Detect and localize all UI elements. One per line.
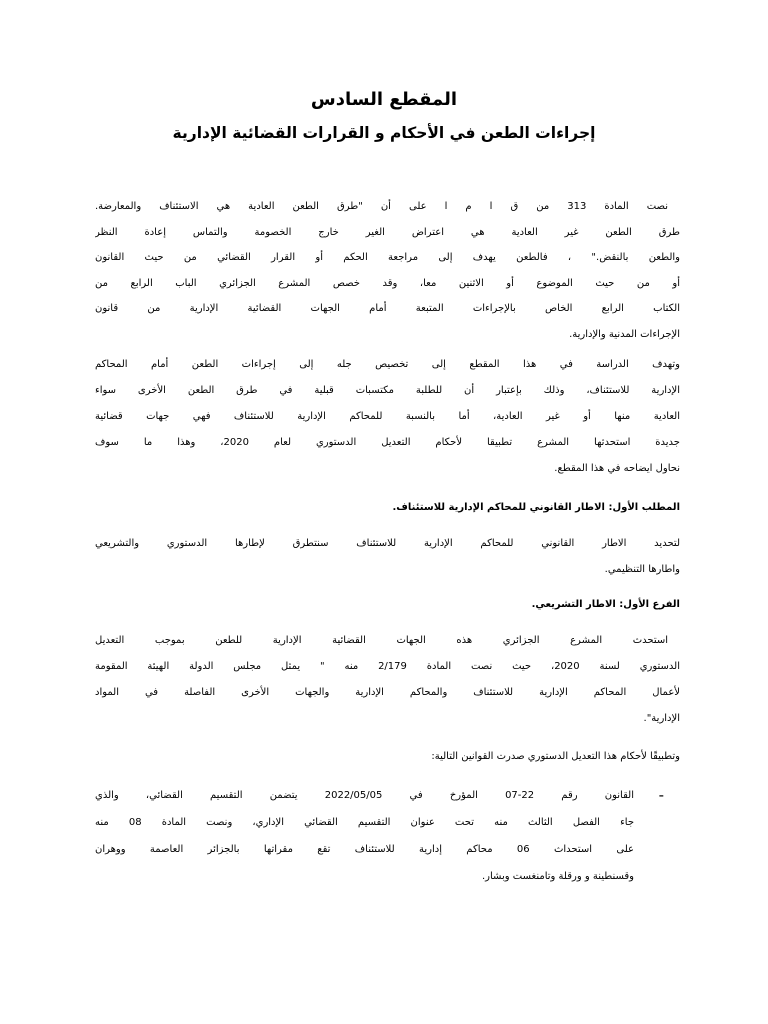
paragraph-line: وتهدف الدراسة في هذا المقطع إلى تخصيص جله إلى إجراءات الطعن أمام المحاكم — [95, 359, 680, 370]
list-item-line: وقسنطينة و ورقلة وتامنغست وبشار. — [482, 871, 634, 882]
paragraph-line: الإدارية للاستئناف، وذلك بإعتبار أن للطلبة مكتسبات قبلية في طرق الطعن الأخرى سواء — [95, 385, 680, 396]
subsection-heading-block — [95, 592, 680, 618]
page-title: المقطع السادس — [310, 89, 458, 110]
paragraph-laws-intro — [95, 744, 680, 770]
list-item-line: جاء الفصل الثالث منه تحت عنوان التقسيم القضائي الإداري، ونصت المادة 08 منه — [95, 817, 634, 828]
paragraph-line: الإجراءات المدنية والإدارية. — [569, 328, 680, 340]
paragraph-intro — [95, 194, 680, 348]
list-item-line: القانون رقم 22-07 المؤرخ في 2022/05/05 يتضمن التقسيم القضائي، والذي — [95, 790, 634, 801]
section-heading: المطلب الأول: الاطار القانوني للمحاكم الإدارية للاستئناف. — [392, 502, 680, 513]
paragraph-line: الدستوري لسنة 2020، حيث نصت المادة 2/179 منه " يمثل مجلس الدولة الهيئة المقومة — [95, 661, 680, 672]
paragraph-line: طرق الطعن غير العادية هي اعتراض الغير خارج الخصومة والتماس إعادة النظر — [95, 226, 680, 238]
list-item — [95, 782, 634, 890]
paragraph-line: العادية منها أو غير العادية، أما بالنسبة للمحاكم الإدارية للاستئناف فهي جهات قضائية — [95, 411, 680, 422]
paragraph-line: لتحديد الاطار القانوني للمحاكم الإدارية للاستئناف سنتطرق لإطارها الدستوري والتشريعي — [95, 538, 680, 549]
subsection-heading: الفرع الأول: الاطار التشريعي. — [531, 599, 680, 610]
paragraph-line: أو من حيث الموضوع أو الاثنين معا، وقد خصص المشرع الجزائري الباب الرابع من — [95, 277, 680, 289]
paragraph-objective — [95, 352, 680, 482]
paragraph-line: الكتاب الرابع الخاص بالإجراءات المتبعة أمام الجهات القضائية الإدارية من قانون — [95, 303, 680, 315]
page-subtitle: إجراءات الطعن في الأحكام و القرارات القضائية الإدارية — [172, 124, 596, 142]
paragraph-line: والطعن بالنقض." ، فالطعن يهدف إلى مراجعة الحكم أو القرار القضائي من حيث القانون — [95, 252, 680, 264]
paragraph-framework — [95, 531, 680, 583]
paragraph-line: لأعمال المحاكم الإدارية للاستئناف والمحاكم الإدارية والجهات الأخرى الفاصلة في المواد — [95, 687, 680, 698]
list-item-line: على استحداث 06 محاكم إدارية للاستئناف تقع مقراتها بالجزائر العاصمة ووهران — [95, 844, 634, 855]
paragraph-line: نحاول ايضاحه في هذا المقطع. — [554, 463, 680, 474]
list-bullet-dash: - — [658, 786, 664, 804]
paragraph-line: واطارها التنظيمي. — [604, 564, 680, 575]
paragraph-line: نصت المادة 313 من ق ا م ا على أن "طرق الطعن العادية هي الاستئناف والمعارضة. — [95, 201, 668, 212]
paragraph-line: استحدث المشرع الجزائري هذه الجهات القضائية الإدارية للطعن بموجب التعديل — [95, 635, 668, 646]
paragraph-line: جديدة استحدثها المشرع تطبيقا لأحكام التعديل الدستوري لعام 2020، وهذا ما سوف — [95, 437, 680, 448]
paragraph-legislative — [95, 628, 680, 732]
paragraph-line: وتطبيقًا لأحكام هذا التعديل الدستوري صدرت القوانين التالية: — [431, 751, 680, 762]
section-heading-block — [95, 495, 680, 521]
laws-list — [95, 782, 680, 890]
paragraph-line: الإدارية". — [643, 713, 680, 724]
